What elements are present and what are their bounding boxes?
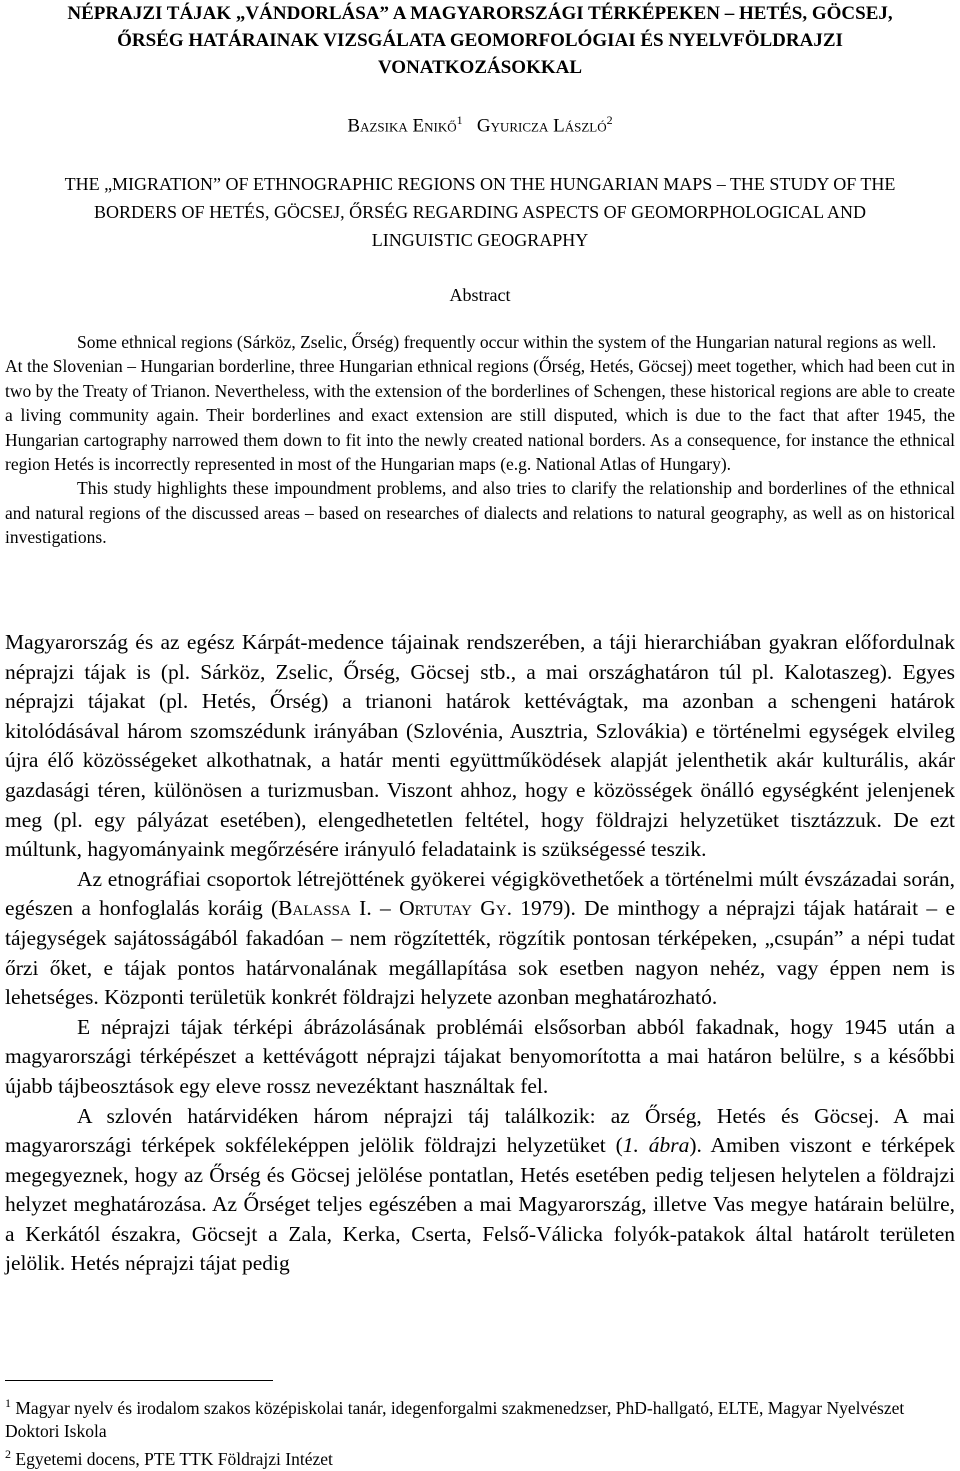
body-paragraph: E néprajzi tájak térképi ábrázolásának problémái elsősorban abból fakadnak, hogy 1945 után a magyarországi térképészet a kettévágott néprajzi tájakat benyomorította a mai határon belülre, s a későbbi újabb tájbeosztások egy eleve rossz nevezéktant használtak fel. (5, 1014, 955, 1098)
footnote-separator (5, 1380, 273, 1381)
figure-reference: 1. ábra (622, 1133, 690, 1158)
text-run: A szlovén határvidéken három néprajzi táj találkozik: az Őrség, Hetés és Göcsej. A mai magyarországi térképek sokféleképpen jelölik földrajzi helyzetüket ( (5, 1103, 955, 1158)
body-paragraph (5, 1102, 955, 1280)
footnote-marker: 2 (606, 113, 613, 127)
text-run: ). Amiben viszont e térképek megegyeznek, hogy az Őrség és Göcsej jelölése pontatlan, Hetés esetében pedig teljesen helytelen a földrajzi helyzet meghatározása. Az Őrséget teljes egészében a mai Magyarország, illetve Vas megye határain belülre, a Kerkától északra, Göcsejt a Zala, Kerka, Cserta, Felső-Válicka folyók-patakok által határolt területen jelölik. Hetés néprajzi tájat pedig (5, 1133, 956, 1276)
footnote-text: Magyar nyelv és irodalom szakos középiskolai tanár, idegenforgalmi szakmenedzser, PhD-hallgató, ELTE, Magyar Nyelvészet Doktori Iskola (5, 1397, 905, 1441)
text-run: – (371, 896, 400, 921)
abstract-paragraph: At the Slovenian – Hungarian borderline, three Hungarian ethnical regions (Őrség, Hetés, Göcsej) meet together, which had been cut in two by the Treaty of Trianon. Nevertheless, with the extension of the borderlines of Schengen, these historical regions are able to create a living community again. Their borderlines and exact extension are still disputed, which is due to the fact that after 1945, the Hungarian cartography narrowed them down to fit into the newly created national borders. As a consequence, for instance the ethnical region Hetés is incorrectly represented in most of the Hungarian maps (e.g. National Atlas of Hungary). (5, 356, 955, 475)
title-line-3: VONATKOZÁSOKKAL (377, 57, 583, 78)
footnote-number: 1 (5, 1396, 11, 1410)
title-line-1: NÉPRAJZI TÁJAK „VÁNDORLÁSA” A MAGYARORSZÁGI TÉRKÉPEKEN – HETÉS, GÖCSEJ, (67, 3, 893, 24)
english-title-line-1: THE „MIGRATION” OF ETHNOGRAPHIC REGIONS ON THE HUNGARIAN MAPS – THE STUDY OF THE (64, 174, 896, 194)
abstract-paragraph: This study highlights these impoundment problems, and also tries to clarify the relationship and borderlines of the ethnical and natural regions of the discussed areas – based on researches of dialects and relations to natural geography, as well as on historical investigations. (5, 478, 955, 548)
footnote-marker: 1 (456, 113, 463, 127)
footnote-2 (5, 1443, 955, 1471)
footnote-number: 2 (5, 1446, 11, 1461)
english-title (0, 170, 960, 254)
citation-author: Ortutay Gy. (399, 896, 512, 921)
footnotes (5, 1392, 955, 1471)
footnote-1 (5, 1392, 955, 1443)
text-run: Az etnográfiai csoportok létrejöttének gyökerei végigkövethetőek a történelmi múlt évszázadai során, egészen a honfoglalás koráig ( (5, 866, 955, 921)
main-text (5, 628, 955, 1279)
text-run: 1979). De minthogy a néprajzi tájak határait – e tájegységek sajátosságából fakadóan – nem rögzítették, rögzítik pontosan térképeken, „csupán” a népi tudat őrzi őket, e tájak pontos határvonalának megállapítása sok esetben nagyon nehéz, vagy éppen nem is lehetséges. Központi területük konkrét földrajzi helyzete azonban meghatározható. (5, 896, 956, 1010)
body-paragraph (5, 865, 955, 1013)
footnote-text: Egyetemi docens, PTE TTK Földrajzi Intézet (11, 1448, 333, 1469)
body-paragraph: Magyarország és az egész Kárpát-medence tájainak rendszerében, a táji hierarchiában gyakran előfordulnak néprajzi tájak is (pl. Sárköz, Zselic, Őrség, Göcsej stb., a mai országhatáron túl pl. Kalotaszeg). Egyes néprajzi tájakat (pl. Hetés, Őrség) a trianoni határok kettévágtak, ma azonban a schengeni határok kitolódásával három szomszédunk irányában (Szlovénia, Ausztria, Szlovákia) e történelmi egységek elvileg újra élő közösségeket alkothatnak, a határ menti együttműködések alapját jelenthetik akár kulturális, akár gazdasági téren, különösen a turizmusban. Viszont ahhoz, hogy e közösségek önálló egységként jelenjenek meg (pl. egy pályázat esetében), elengedhetetlen feltétel, hogy földrajzi helyzetüket tisztázzuk. De ezt múltunk, hagyományaink megőrzésére irányuló feladataink is szükségessé teszik. (5, 630, 955, 862)
abstract-body (5, 330, 955, 550)
abstract-heading: Abstract (449, 285, 511, 305)
abstract-paragraph: Some ethnical regions (Sárköz, Zselic, Őrség) frequently occur within the system of the Hungarian natural regions as well. (77, 332, 937, 352)
author-name: Gyuricza László (476, 115, 607, 137)
author-line (0, 113, 960, 137)
citation-author: Balassa I. (278, 896, 372, 921)
english-title-line-2: BORDERS OF HETÉS, GÖCSEJ, ŐRSÉG REGARDING ASPECTS OF GEOMORPHOLOGICAL AND (94, 202, 866, 222)
english-title-line-3: LINGUISTIC GEOGRAPHY (371, 230, 589, 250)
author-name: Bazsika Enikő (347, 115, 457, 137)
title-line-2: ŐRSÉG HATÁRAINAK VIZSGÁLATA GEOMORFOLÓGIAI ÉS NYELVFÖLDRAJZI (117, 30, 843, 51)
